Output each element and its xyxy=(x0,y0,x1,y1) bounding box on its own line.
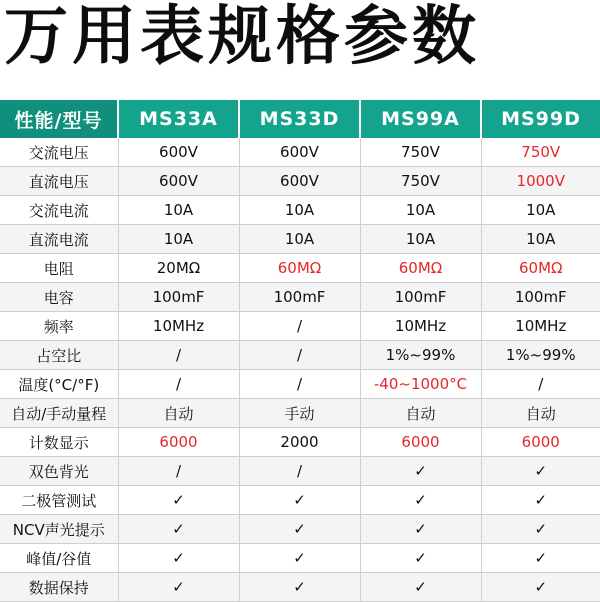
row-label: 自动/手动量程 xyxy=(0,399,118,428)
spec-value-cell: 自动 xyxy=(481,399,600,428)
spec-value-cell: 10A xyxy=(239,225,360,254)
spec-value-cell: / xyxy=(239,370,360,399)
spec-value-cell: 2000 xyxy=(239,428,360,457)
spec-value-cell: 10A xyxy=(360,196,481,225)
spec-value-cell: 750V xyxy=(481,138,600,167)
spec-table xyxy=(0,100,600,602)
table-row xyxy=(0,283,600,312)
model-header-ms33d: MS33D xyxy=(239,100,360,138)
spec-value-cell: 6000 xyxy=(360,428,481,457)
spec-value-cell: 100mF xyxy=(360,283,481,312)
spec-value-cell: / xyxy=(118,341,239,370)
row-label: 电阻 xyxy=(0,254,118,283)
spec-value-cell: / xyxy=(239,312,360,341)
table-row xyxy=(0,544,600,573)
table-row xyxy=(0,196,600,225)
spec-value-cell: 100mF xyxy=(118,283,239,312)
row-label: 交流电压 xyxy=(0,138,118,167)
spec-value-cell: 1%~99% xyxy=(481,341,600,370)
spec-value-cell: 1000V xyxy=(481,167,600,196)
model-header-ms99a: MS99A xyxy=(360,100,481,138)
table-row xyxy=(0,167,600,196)
spec-value-cell: 600V xyxy=(118,167,239,196)
table-row xyxy=(0,573,600,602)
row-label: 温度(°C/°F) xyxy=(0,370,118,399)
table-row xyxy=(0,399,600,428)
spec-value-cell: 10A xyxy=(118,225,239,254)
model-header-ms33a: MS33A xyxy=(118,100,239,138)
spec-value-cell: 600V xyxy=(239,138,360,167)
table-row xyxy=(0,341,600,370)
check-icon: ✓ xyxy=(118,515,239,544)
spec-value-cell: / xyxy=(239,341,360,370)
spec-value-cell: 750V xyxy=(360,138,481,167)
check-icon: ✓ xyxy=(239,573,360,602)
table-row xyxy=(0,428,600,457)
check-icon: ✓ xyxy=(360,486,481,515)
check-icon: ✓ xyxy=(481,486,600,515)
corner-header: 性能/型号 xyxy=(0,100,118,138)
check-icon: ✓ xyxy=(481,544,600,573)
spec-value-cell: 10A xyxy=(481,225,600,254)
spec-value-cell: -40~1000°C xyxy=(360,370,481,399)
row-label: 计数显示 xyxy=(0,428,118,457)
row-label: 占空比 xyxy=(0,341,118,370)
spec-value-cell: 6000 xyxy=(481,428,600,457)
spec-value-cell: / xyxy=(481,370,600,399)
row-label: 电容 xyxy=(0,283,118,312)
spec-value-cell: 自动 xyxy=(118,399,239,428)
spec-value-cell: 1%~99% xyxy=(360,341,481,370)
spec-value-cell: 20MΩ xyxy=(118,254,239,283)
spec-value-cell: 6000 xyxy=(118,428,239,457)
check-icon: ✓ xyxy=(481,573,600,602)
spec-value-cell: 60MΩ xyxy=(481,254,600,283)
spec-value-cell: 自动 xyxy=(360,399,481,428)
spec-value-cell: 750V xyxy=(360,167,481,196)
check-icon: ✓ xyxy=(360,573,481,602)
row-label: 直流电压 xyxy=(0,167,118,196)
spec-value-cell: / xyxy=(239,457,360,486)
check-icon: ✓ xyxy=(239,515,360,544)
check-icon: ✓ xyxy=(481,515,600,544)
row-label: 峰值/谷值 xyxy=(0,544,118,573)
table-row xyxy=(0,486,600,515)
spec-value-cell: 10A xyxy=(481,196,600,225)
spec-value-cell: 600V xyxy=(239,167,360,196)
spec-value-cell: 10A xyxy=(118,196,239,225)
row-label: 数据保持 xyxy=(0,573,118,602)
table-row xyxy=(0,312,600,341)
table-row xyxy=(0,457,600,486)
check-icon: ✓ xyxy=(239,544,360,573)
header-row xyxy=(0,100,600,138)
row-label: 直流电流 xyxy=(0,225,118,254)
row-label: NCV声光提示 xyxy=(0,515,118,544)
page-title: 万用表规格参数 xyxy=(4,0,480,74)
row-label: 二极管测试 xyxy=(0,486,118,515)
table-row xyxy=(0,225,600,254)
spec-value-cell: / xyxy=(118,370,239,399)
model-header-ms99d: MS99D xyxy=(481,100,600,138)
check-icon: ✓ xyxy=(118,573,239,602)
spec-value-cell: 10MHz xyxy=(118,312,239,341)
spec-value-cell: 手动 xyxy=(239,399,360,428)
check-icon: ✓ xyxy=(118,544,239,573)
spec-value-cell: 600V xyxy=(118,138,239,167)
check-icon: ✓ xyxy=(239,486,360,515)
spec-table-body xyxy=(0,138,600,602)
spec-value-cell: 10A xyxy=(239,196,360,225)
spec-value-cell: 10A xyxy=(360,225,481,254)
spec-value-cell: 60MΩ xyxy=(239,254,360,283)
spec-value-cell: 60MΩ xyxy=(360,254,481,283)
check-icon: ✓ xyxy=(360,457,481,486)
spec-value-cell: 10MHz xyxy=(481,312,600,341)
table-row xyxy=(0,370,600,399)
spec-value-cell: / xyxy=(118,457,239,486)
row-label: 双色背光 xyxy=(0,457,118,486)
check-icon: ✓ xyxy=(481,457,600,486)
table-row xyxy=(0,138,600,167)
spec-value-cell: 100mF xyxy=(481,283,600,312)
spec-value-cell: 100mF xyxy=(239,283,360,312)
row-label: 频率 xyxy=(0,312,118,341)
check-icon: ✓ xyxy=(360,544,481,573)
table-row xyxy=(0,515,600,544)
table-row xyxy=(0,254,600,283)
check-icon: ✓ xyxy=(118,486,239,515)
check-icon: ✓ xyxy=(360,515,481,544)
row-label: 交流电流 xyxy=(0,196,118,225)
spec-value-cell: 10MHz xyxy=(360,312,481,341)
